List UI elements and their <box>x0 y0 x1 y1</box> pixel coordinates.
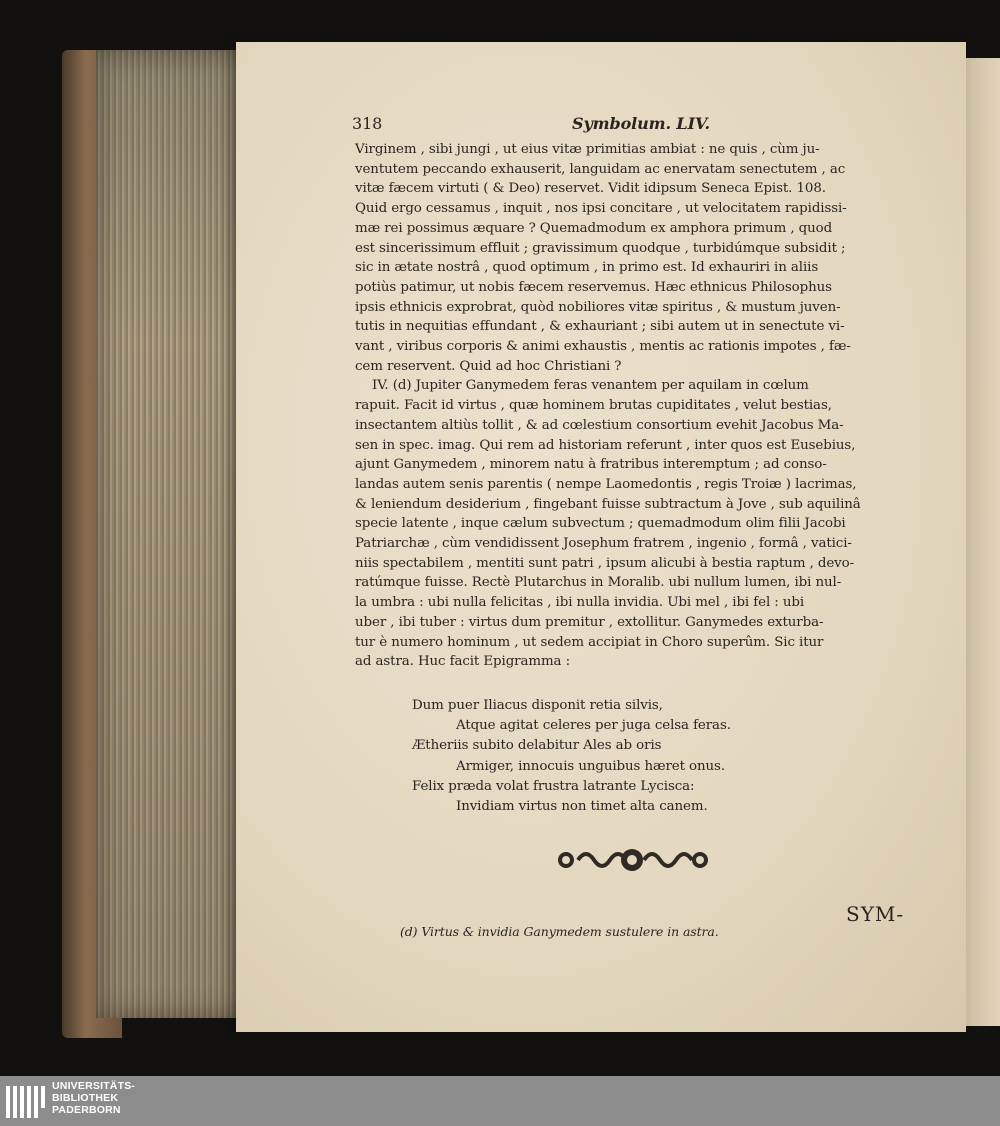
verse-line: Dum puer Iliacus disponit retia silvis, <box>412 698 663 713</box>
catchword: SYM- <box>846 902 905 926</box>
logo-line-3: PADERBORN <box>52 1104 121 1116</box>
ornament-icon <box>552 842 712 878</box>
library-logo-icon <box>6 1082 46 1122</box>
text-line: Patriarchæ , cùm vendidissent Josephum fratrem , ingenio , formâ , vatici- <box>355 536 852 551</box>
logo-line-2: BIBLIOTHEK <box>52 1092 119 1104</box>
text-line: insectantem altiùs tollit , & ad cœlestium consortium evehit Jacobus Ma- <box>355 417 844 433</box>
verse-line: Atque agitat celeres per juga celsa feras. <box>456 718 731 734</box>
text-line: rapuit. Facit id virtus , quæ hominem brutas cupiditates , velut bestias, <box>355 398 832 414</box>
text-line: specie latente , inque cælum subvectum ; quemadmodum olim filii Jacobi <box>355 516 846 532</box>
logo-line-1: UNIVERSITÄTS- <box>52 1080 136 1092</box>
text-line: vant , viribus corporis & animi exhaustis , mentis ac rationis impotes , fæ- <box>355 339 851 354</box>
text-line: vitæ fæcem virtuti ( & Deo) reservet. Vidit idipsum Seneca Epist. 108. <box>355 181 826 197</box>
footnote: (d) Virtus & invidia Ganymedem sustulere in astra. <box>400 924 719 939</box>
text-line: Virginem , sibi jungi , ut eius vitæ primitias ambiat : ne quis , cùm ju- <box>355 142 820 157</box>
verse-line: Armiger, innocuis unguibus hæret onus. <box>456 758 725 774</box>
verse-line: Felix præda volat frustra latrante Lycisca: <box>412 778 695 794</box>
verse-line: Ætheriis subito delabitur Ales ab oris <box>412 738 662 754</box>
verse-line: Invidiam virtus non timet alta canem. <box>456 799 708 814</box>
text-line: niis spectabilem , mentiti sunt patri , ipsum alicubi à bestia raptum , devo- <box>355 555 855 571</box>
text-line: ad astra. Huc facit Epigramma : <box>355 654 570 670</box>
text-line: potiùs patimur, ut nobis fæcem reservemus. Hæc ethnicus Philosophus <box>355 279 832 295</box>
text-line: sic in ætate nostrâ , quod optimum , in primo est. Id exhauriri in aliis <box>355 260 819 276</box>
text-line: IV. (d) Jupiter Ganymedem feras venantem per aquilam in cœlum <box>372 378 809 394</box>
text-line: ajunt Ganymedem , minorem natu à fratribus interemptum ; ad conso- <box>355 457 827 473</box>
text-line: & leniendum desiderium , fingebant fuisse subtractum à Jove , sub aquilinâ <box>355 496 861 512</box>
text-line: est sincerissimum effluit ; gravissimum quodque , turbidúmque subsidit ; <box>355 240 846 256</box>
text-line: landas autem senis parentis ( nempe Laomedontis , regis Troiæ ) lacrimas, <box>355 476 857 492</box>
text-line: la umbra : ubi nulla felicitas , ibi nulla invidia. Ubi mel , ibi fel : ubi <box>355 595 805 611</box>
text-line: mæ rei possimus æquare ? Quemadmodum ex amphora primum , quod <box>355 220 833 236</box>
text-line: sen in spec. imag. Qui rem ad historiam referunt , inter quos est Eusebius, <box>355 437 856 453</box>
text-line: tutis in nequitias effundant , & exhauriant ; sibi autem ut in senectute vi- <box>355 319 845 335</box>
page-edges <box>96 50 252 1018</box>
text-line: uber , ibi tuber : virtus dum premitur , extollitur. Ganymedes exturba- <box>355 614 824 630</box>
text-line: tur è numero hominum , ut sedem accipiat in Choro superûm. Sic itur <box>355 634 824 650</box>
text-line: ventutem peccando exhauserit, languidam ac enervatam senectutem , ac <box>355 161 846 177</box>
library-footer <box>0 1076 1000 1126</box>
text-line: ipsis ethnicis exprobrat, quòd nobiliores vitæ spiritus , & mustum juven- <box>355 299 841 315</box>
page-number: 318 <box>352 114 383 133</box>
next-page-edge <box>960 58 1000 1026</box>
text-line: ratúmque fuisse. Rectè Plutarchus in Moralib. ubi nullum lumen, ibi nul- <box>355 575 842 591</box>
text-line: Quid ergo cessamus , inquit , nos ipsi concitare , ut velocitatem rapidissi- <box>355 201 847 217</box>
running-head: Symbolum. LIV. <box>572 114 710 133</box>
text-line: cem reservent. Quid ad hoc Christiani ? <box>355 358 622 374</box>
